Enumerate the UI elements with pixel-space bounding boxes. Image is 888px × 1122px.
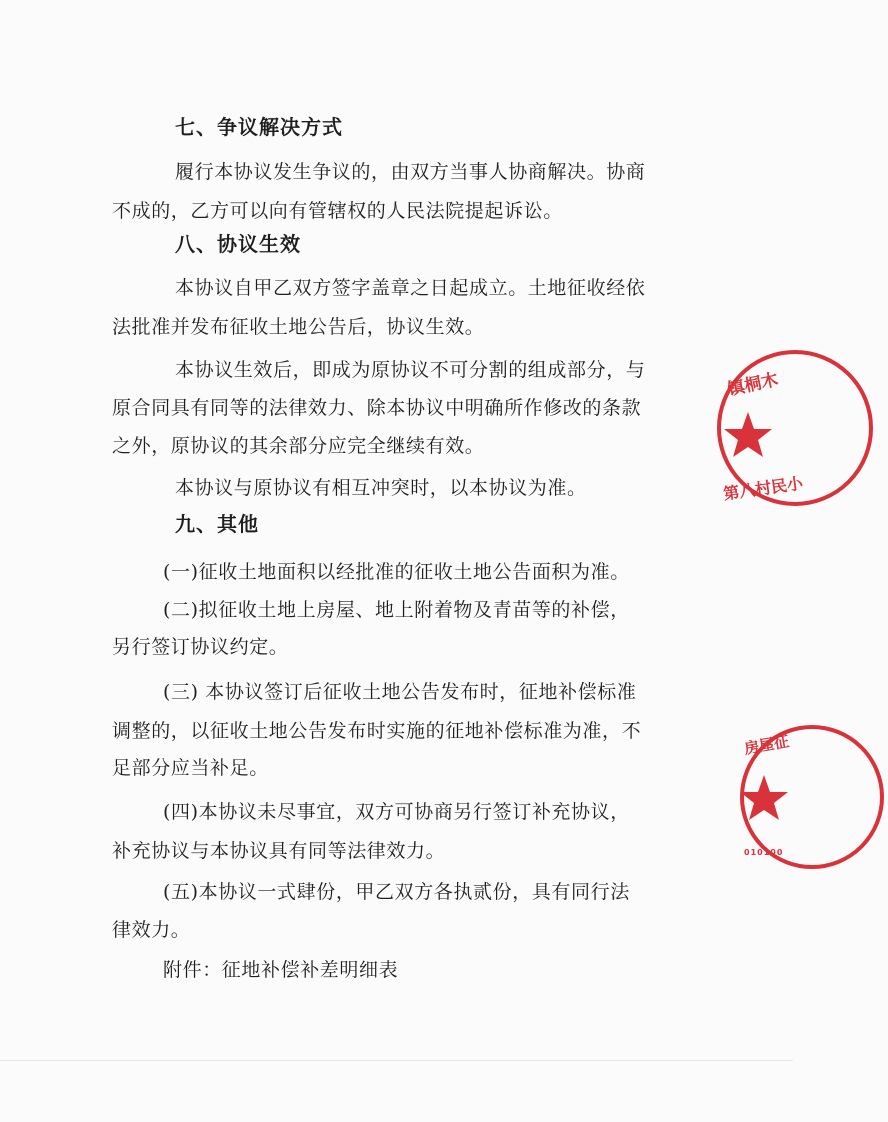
- paragraph-line: 本协议与原协议有相互冲突时，以本协议为准。: [175, 477, 587, 499]
- official-seal-lower: [738, 720, 793, 875]
- paragraph-line: 本协议生效后，即成为原协议不可分割的组成部分，与: [175, 359, 646, 381]
- star-icon: [740, 775, 788, 820]
- star-icon: [724, 412, 772, 457]
- paragraph-line: 足部分应当补足。: [112, 757, 269, 779]
- attachment-line: 附件：征地补偿补差明细表: [163, 959, 399, 981]
- paragraph-line: 法批准并发布征收土地公告后，协议生效。: [112, 316, 485, 338]
- seal-lower-top-text: 房屋征: [742, 732, 791, 758]
- paragraph-line: 之外，原协议的其余部分应完全继续有效。: [112, 435, 485, 457]
- paragraph-line: (四)本协议未尽事宜，双方可协商另行签订补充协议，: [163, 801, 630, 823]
- seal-upper-bottom-text: 第八村民小: [722, 473, 805, 504]
- paragraph-line: (一)征收土地面积以经批准的征收土地公告面积为准。: [163, 561, 630, 583]
- scan-artifact: [0, 1060, 793, 1061]
- official-seal-upper: [715, 340, 805, 520]
- paragraph-line: 不成的，乙方可以向有管辖权的人民法院提起诉讼。: [112, 200, 563, 222]
- seal-lower-code-text: 010100: [744, 848, 784, 857]
- paragraph-line: 履行本协议发生争议的，由双方当事人协商解决。协商: [175, 161, 646, 183]
- section-heading-effectiveness: 八、协议生效: [175, 232, 301, 256]
- paragraph-line: 补充协议与本协议具有同等法律效力。: [112, 840, 446, 862]
- section-heading-other: 九、其他: [175, 512, 259, 536]
- seal-upper-top-text: 镇桐木: [725, 369, 781, 401]
- paragraph-line: 调整的，以征收土地公告发布时实施的征地补偿标准为准，不: [112, 720, 642, 742]
- paragraph-line: (三) 本协议签订后征收土地公告发布时，征地补偿标准: [163, 681, 637, 703]
- paragraph-line: 另行签订协议约定。: [112, 636, 289, 658]
- paragraph-line: 律效力。: [112, 919, 191, 941]
- paragraph-line: 原合同具有同等的法律效力、除本协议中明确所作修改的条款: [112, 397, 642, 419]
- paragraph-line: (五)本协议一式肆份，甲乙双方各执贰份，具有同行法: [163, 881, 630, 903]
- paragraph-line: (二)拟征收土地上房屋、地上附着物及青苗等的补偿，: [163, 599, 630, 621]
- paragraph-line: 本协议自甲乙双方签字盖章之日起成立。土地征收经依: [175, 277, 646, 299]
- section-heading-dispute: 七、争议解决方式: [175, 115, 343, 139]
